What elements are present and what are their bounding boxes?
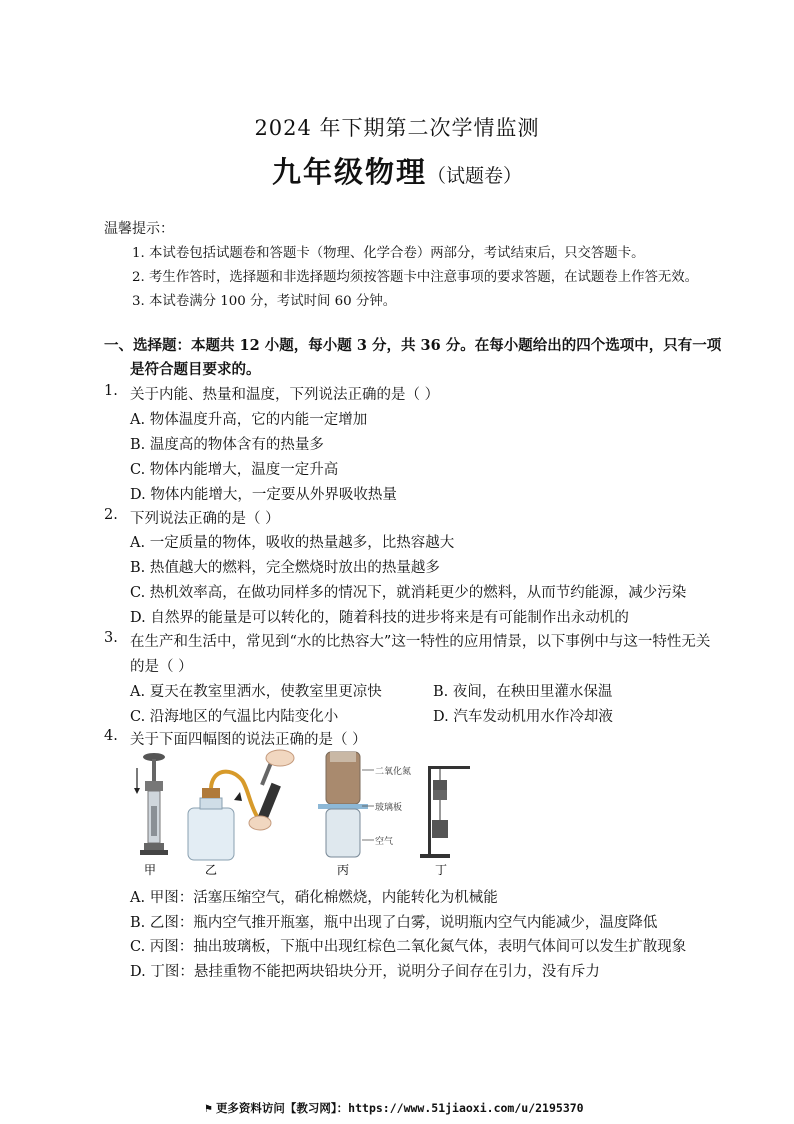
tips-heading: 温馨提示： (104, 221, 174, 237)
footer-text: 更多资料访问【教习网】：https://www.51jiaoxi.com/u/2195370 (215, 1101, 584, 1115)
question-number: 2. (104, 507, 118, 523)
bottle-pump-figure (188, 750, 294, 860)
lead-blocks-figure (420, 766, 475, 858)
option: B. 温度高的物体含有的热量多 (130, 437, 324, 453)
option: D. 丁图：悬挂重物不能把两块铅块分开，说明分子间存在引力，没有斥力 (130, 964, 600, 980)
question-stem-cont: 的是（ ） (130, 659, 193, 675)
option: A. 夏天在教室里洒水，使教室里更凉快 (130, 684, 382, 700)
subject-title: 九年级物理 (271, 155, 427, 189)
tip-item: 2. 考生作答时，选择题和非选择题均须按答题卡中注意事项的要求答题，在试题卷上作答无效。 (132, 270, 699, 285)
exam-main-title (0, 150, 794, 191)
option: C. 沿海地区的气温比内陆变化小 (130, 709, 339, 725)
annotation-no2: 二氧化氮 (375, 767, 412, 777)
option: A. 物体温度升高，它的内能一定增加 (130, 412, 368, 428)
option: A. 甲图：活塞压缩空气，硝化棉燃烧，内能转化为机械能 (130, 890, 498, 906)
option: B. 热值越大的燃料，完全燃烧时放出的热量越多 (130, 560, 440, 576)
experiment-figures (130, 748, 480, 878)
question-stem: 下列说法正确的是（ ） (130, 511, 280, 527)
option: C. 物体内能增大，温度一定升高 (130, 462, 339, 478)
section-heading: 一、选择题：本题共 12 小题，每小题 3 分，共 36 分。在每小题给出的四个选项中，只有一项 (104, 337, 722, 354)
option: D. 汽车发动机用水作冷却液 (433, 709, 613, 725)
section-heading-cont: 是符合题目要求的。 (130, 361, 261, 378)
flag-icon: ⚑ (205, 1101, 212, 1115)
tip-item: 1. 本试卷包括试题卷和答题卡（物理、化学合卷）两部分，考试结束后，只交答题卡。 (132, 246, 645, 261)
option: D. 物体内能增大，一定要从外界吸收热量 (130, 487, 397, 503)
figure-label: 丁 (435, 863, 448, 877)
figure-label: 乙 (205, 863, 218, 877)
figure-label: 丙 (337, 863, 350, 877)
annotation-glass-plate: 玻璃板 (375, 803, 403, 813)
tip-item: 3. 本试卷满分 100 分，考试时间 60 分钟。 (132, 294, 397, 309)
annotation-air: 空气 (375, 837, 394, 847)
footer-link[interactable] (205, 1100, 584, 1116)
question-number: 4. (104, 728, 118, 744)
figure-label: 甲 (144, 863, 157, 877)
option: D. 自然界的能量是可以转化的，随着科技的进步将来是有可能制作出永动机的 (130, 610, 629, 626)
option: B. 乙图：瓶内空气推开瓶塞，瓶中出现了白雾，说明瓶内空气内能减少，温度降低 (130, 915, 658, 931)
question-number: 1. (104, 383, 118, 399)
option: B. 夜间，在秧田里灌水保温 (433, 684, 613, 700)
option: A. 一定质量的物体，吸收的热量越多，比热容越大 (130, 535, 455, 551)
gas-diffusion-figure (318, 752, 411, 857)
option: C. 热机效率高，在做功同样多的情况下，就消耗更少的燃料，从而节约能源，减少污染 (130, 585, 687, 601)
option: C. 丙图：抽出玻璃板，下瓶中出现红棕色二氧化氮气体，表明气体间可以发生扩散现象 (130, 939, 687, 955)
exam-title-line: 2024 年下期第二次学情监测 (254, 116, 540, 140)
piston-apparatus-figure (134, 753, 168, 855)
question-number: 3. (104, 630, 118, 646)
question-stem: 在生产和生活中，常见到“水的比热容大”这一特性的应用情景，以下事例中与这一特性无关 (130, 634, 711, 650)
question-stem: 关于下面四幅图的说法正确的是（ ） (130, 732, 367, 748)
question-stem: 关于内能、热量和温度，下列说法正确的是（ ） (130, 387, 440, 403)
paper-type: （试题卷） (427, 165, 523, 187)
